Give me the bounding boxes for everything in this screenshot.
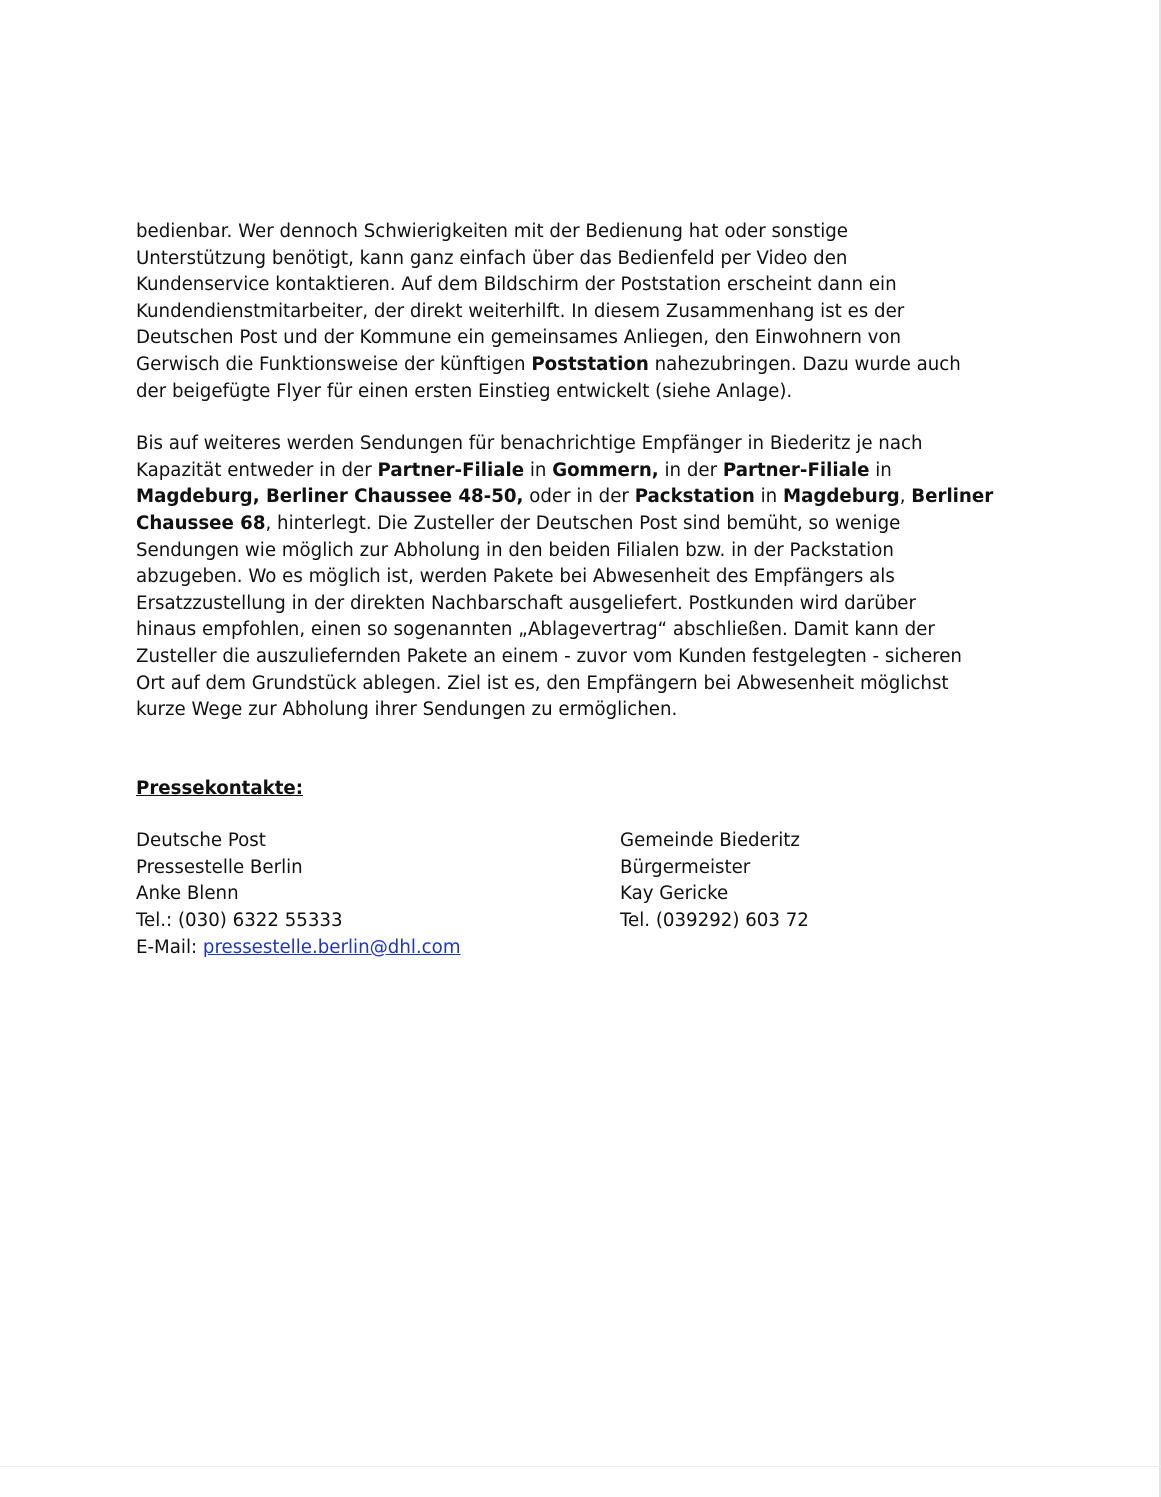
paragraph-spacer xyxy=(136,405,996,431)
section-spacer xyxy=(136,724,996,776)
text-line: Kundendienstmitarbeiter, der direkt weiterhilft. In diesem Zusammenhang ist es der xyxy=(136,300,905,322)
text-line: Kundenservice kontaktieren. Auf dem Bildschirm der Poststation erscheint dann ein xyxy=(136,274,897,296)
contact-org: Deutsche Post xyxy=(136,830,266,852)
text-line: Ort auf dem Grundstück ablegen. Ziel ist es, den Empfängern bei Abwesenheit möglichst xyxy=(136,672,949,694)
contact-department: Pressestelle Berlin xyxy=(136,856,303,878)
text-run: Gerwisch die Funktionsweise der künftigen xyxy=(136,353,532,375)
page-edge-bottom xyxy=(0,1466,1161,1467)
text-line: kurze Wege zur Abholung ihrer Sendungen zu ermöglichen. xyxy=(136,699,678,721)
text-line xyxy=(136,511,996,538)
bold-text: Partner-Filiale xyxy=(722,459,870,481)
contact-phone: Tel. (039292) 603 72 xyxy=(620,910,809,932)
contact-deutsche-post xyxy=(136,828,461,961)
text-line: der beigefügte Flyer für einen ersten Einstieg entwickelt (siehe Anlage). xyxy=(136,380,793,402)
text-line xyxy=(136,484,996,511)
text-line: hinaus empfohlen, einen so sogenannten „Ablagevertrag“ abschließen. Damit kann der xyxy=(136,619,935,641)
press-contacts-heading: Pressekontakte: xyxy=(136,777,304,799)
text-line: Bis auf weiteres werden Sendungen für benachrichtige Empfänger in Biederitz je nach xyxy=(136,433,923,455)
text-line: Deutschen Post und der Kommune ein gemeinsames Anliegen, den Einwohnern von xyxy=(136,327,902,349)
contact-phone: Tel.: (030) 6322 55333 xyxy=(136,910,343,932)
bold-text: Magdeburg xyxy=(783,486,900,508)
bold-text: Packstation xyxy=(634,486,755,508)
text-run: , xyxy=(899,486,912,508)
text-run: Kapazität entweder in der xyxy=(136,459,378,481)
text-line: Sendungen wie möglich zur Abholung in den beiden Filialen bzw. in der Packstation xyxy=(136,539,894,561)
contact-title: Bürgermeister xyxy=(620,856,751,878)
text-line: Zusteller die auszuliefernden Pakete an einem - zuvor vom Kunden festgelegten - sicheren xyxy=(136,645,962,667)
bold-text: Gommern, xyxy=(552,459,659,481)
contact-gemeinde-biederitz xyxy=(620,828,809,934)
text-run: , hinterlegt. Die Zusteller der Deutschen Post sind bemüht, so wenige xyxy=(265,512,901,534)
contact-org: Gemeinde Biederitz xyxy=(620,830,800,852)
text-run: in der xyxy=(658,459,723,481)
bold-text: Poststation xyxy=(531,353,649,375)
paragraph-pickup xyxy=(136,431,996,724)
press-contacts xyxy=(136,828,996,968)
bold-text: Partner-Filiale xyxy=(377,459,525,481)
text-run: oder in der xyxy=(523,486,635,508)
text-line xyxy=(136,458,996,485)
text-line xyxy=(136,352,996,379)
section-spacer xyxy=(136,802,996,828)
text-line: abzugeben. Wo es möglich ist, werden Pakete bei Abwesenheit des Empfängers als xyxy=(136,566,895,588)
text-run: in xyxy=(524,459,553,481)
paragraph-poststation xyxy=(136,219,996,405)
text-line: Ersatzzustellung in der direkten Nachbarschaft ausgeliefert. Postkunden wird darüber xyxy=(136,592,916,614)
text-line: bedienbar. Wer dennoch Schwierigkeiten mit der Bedienung hat oder sonstige xyxy=(136,221,848,242)
bold-text: Berliner xyxy=(911,486,994,508)
text-run: in xyxy=(869,459,892,481)
document-body xyxy=(136,219,996,968)
contact-name: Anke Blenn xyxy=(136,883,239,905)
bold-text: Magdeburg, Berliner Chaussee 48-50, xyxy=(136,486,524,508)
text-run: in xyxy=(754,486,783,508)
contact-name: Kay Gericke xyxy=(620,883,729,905)
email-link[interactable]: pressestelle.berlin@dhl.com xyxy=(202,936,461,958)
bold-text: Chaussee 68 xyxy=(136,512,266,534)
contact-email-line xyxy=(136,935,461,962)
email-label: E-Mail: xyxy=(136,936,203,958)
text-line: Unterstützung benötigt, kann ganz einfach über das Bedienfeld per Video den xyxy=(136,247,848,269)
text-run: nahezubringen. Dazu wurde auch xyxy=(648,353,961,375)
